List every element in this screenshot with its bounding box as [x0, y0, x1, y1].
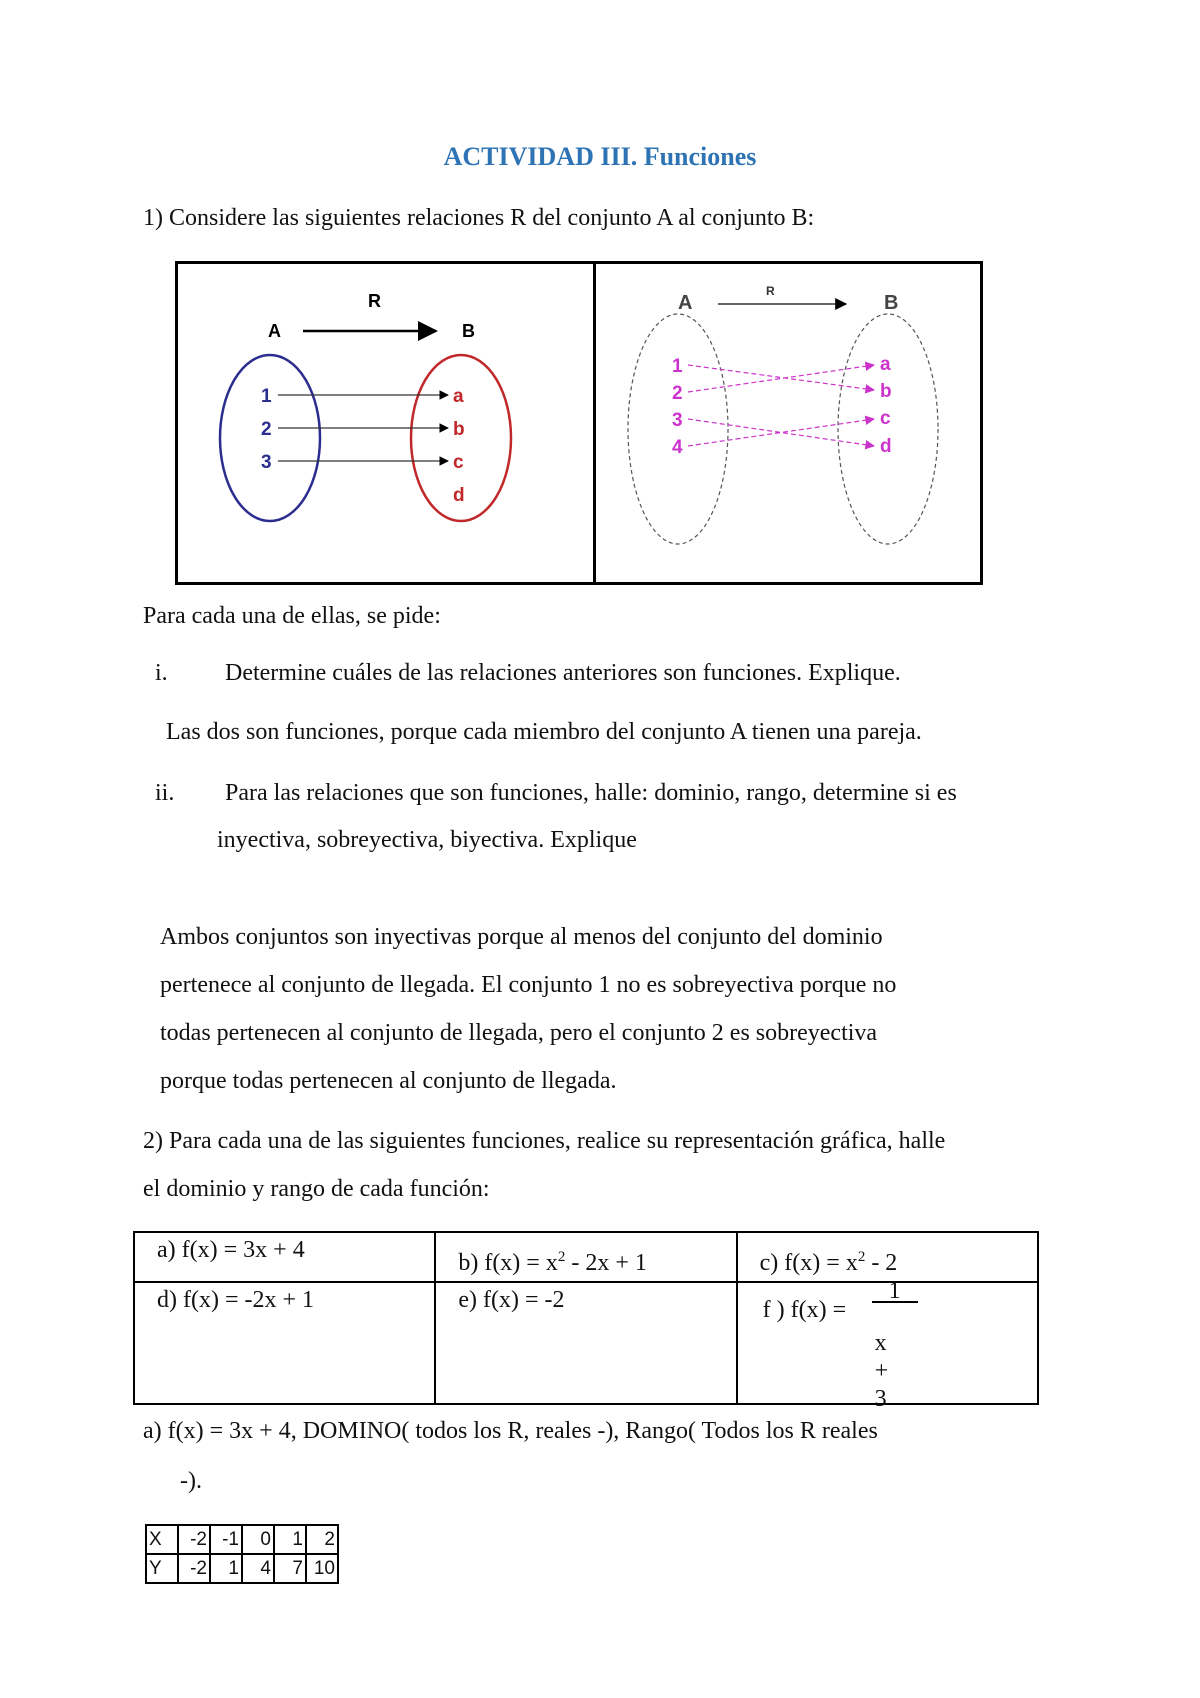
diagram1-a-2: 2 [261, 419, 272, 440]
function-f-lhs: f ) f(x) = [762, 1297, 847, 1323]
answer-a-line-2: -). [180, 1468, 202, 1494]
answer-a-line-1: a) f(x) = 3x + 4, DOMINO( todos los R, reales -), Rango( Todos los R reales [143, 1418, 878, 1444]
diagram1-b-b: b [453, 419, 465, 440]
diagram2-b-b: b [880, 381, 892, 402]
answer-ii-line-1: Ambos conjuntos son inyectivas porque al menos del conjunto del dominio [160, 924, 883, 950]
function-b-rest: - 2x + 1 [565, 1250, 647, 1276]
answer-ii-line-2: pertenece al conjunto de llegada. El conjunto 1 no es sobreyectiva porque no [160, 972, 897, 998]
page-title: ACTIVIDAD III. Funciones [443, 142, 757, 171]
diagram1-b-d: d [453, 485, 465, 506]
function-c-base: c) f(x) = x [759, 1250, 858, 1276]
diagram2-setB-ellipse [838, 314, 938, 544]
values-x-cell: -1 [210, 1525, 242, 1554]
function-e: e) f(x) = -2 [458, 1287, 565, 1313]
diagram2-relation-label: R [766, 284, 775, 298]
function-c-rest: - 2 [865, 1250, 898, 1276]
q1-ask: Para cada una de ellas, se pide: [143, 603, 441, 629]
diagram2-a-1: 1 [672, 356, 683, 377]
values-table [145, 1524, 339, 1584]
function-a: a) f(x) = 3x + 4 [157, 1237, 305, 1263]
q1-intro: 1) Considere las siguientes relaciones R del conjunto A al conjunto B: [143, 205, 815, 231]
diagram2-a-2: 2 [672, 383, 683, 404]
function-f-numerator: 1 [872, 1281, 918, 1303]
function-c [760, 1250, 898, 1276]
item-i-number: i. [155, 660, 168, 686]
function-f-denominator-x: x [874, 1330, 887, 1356]
item-ii-text-1: Para las relaciones que son funciones, halle: dominio, rango, determine si es [225, 780, 957, 806]
answer-ii-line-3: todas pertenecen al conjunto de llegada, pero el conjunto 2 es sobreyectiva [160, 1020, 878, 1046]
diagram2-b-c: c [880, 408, 891, 429]
diagram2-setB-label: B [884, 292, 899, 314]
functions-row-1 [134, 1232, 1038, 1282]
values-y-cell: 1 [210, 1554, 242, 1583]
diagram1-setA-label: A [268, 321, 281, 341]
diagram2-b-d: d [880, 436, 892, 457]
functions-row-2 [134, 1282, 1038, 1404]
diagram2-b-a: a [880, 354, 891, 375]
values-row-y [146, 1554, 338, 1583]
function-b-exponent: 2 [557, 1249, 566, 1265]
q2-intro-line-1: 2) Para cada una de las siguientes funciones, realice su representación gráfica, halle [143, 1128, 946, 1154]
function-d: d) f(x) = -2x + 1 [157, 1287, 315, 1313]
relation-diagram-2 [596, 264, 980, 582]
relations-diagram-box [175, 261, 983, 585]
diagram1-a-1: 1 [261, 386, 272, 407]
values-y-cell: 7 [274, 1554, 306, 1583]
values-y-cell: 10 [306, 1554, 338, 1583]
function-f-denominator-3: 3 [874, 1386, 887, 1412]
item-i [155, 660, 901, 687]
function-c-cell [737, 1232, 1038, 1282]
diagram2-setA-label: A [678, 292, 693, 314]
q2-intro-line-2: el dominio y rango de cada función: [143, 1176, 490, 1202]
item-ii [155, 780, 957, 807]
diagram2-map-1-b [688, 365, 874, 390]
diagram1-b-c: c [453, 452, 464, 473]
values-y-label: Y [146, 1554, 178, 1583]
function-b [458, 1250, 647, 1276]
function-e-cell [435, 1282, 736, 1404]
values-x-cell: 0 [242, 1525, 274, 1554]
relation-diagram-1 [178, 264, 593, 582]
values-x-label: X [146, 1525, 178, 1554]
answer-i: Las dos son funciones, porque cada miembro del conjunto A tienen una pareja. [166, 719, 922, 745]
values-y-cell: -2 [178, 1554, 210, 1583]
values-x-cell: -2 [178, 1525, 210, 1554]
item-ii-text-2: inyectiva, sobreyectiva, biyectiva. Explique [217, 827, 637, 853]
diagram1-b-a: a [453, 386, 464, 407]
diagram2-a-4: 4 [672, 437, 683, 458]
function-b-cell [435, 1232, 736, 1282]
values-x-cell: 1 [274, 1525, 306, 1554]
item-ii-number: ii. [155, 780, 175, 806]
diagram1-relation-label: R [368, 291, 381, 311]
function-f-denominator-plus: + [874, 1358, 889, 1384]
diagram1-a-3: 3 [261, 452, 272, 473]
answer-ii-line-4: porque todas pertenecen al conjunto de llegada. [160, 1068, 617, 1094]
values-row-x [146, 1525, 338, 1554]
function-c-exponent: 2 [857, 1249, 866, 1265]
function-f-cell [737, 1278, 1038, 1412]
values-x-cell: 2 [306, 1525, 338, 1554]
diagram2-a-3: 3 [672, 410, 683, 431]
function-b-base: b) f(x) = x [458, 1250, 558, 1276]
functions-table [133, 1231, 1039, 1412]
item-i-text: Determine cuáles de las relaciones anteriores son funciones. Explique. [225, 660, 901, 686]
function-d-cell [134, 1282, 435, 1404]
diagram1-setB-label: B [462, 321, 475, 341]
values-y-cell: 4 [242, 1554, 274, 1583]
function-a-cell [134, 1232, 435, 1282]
